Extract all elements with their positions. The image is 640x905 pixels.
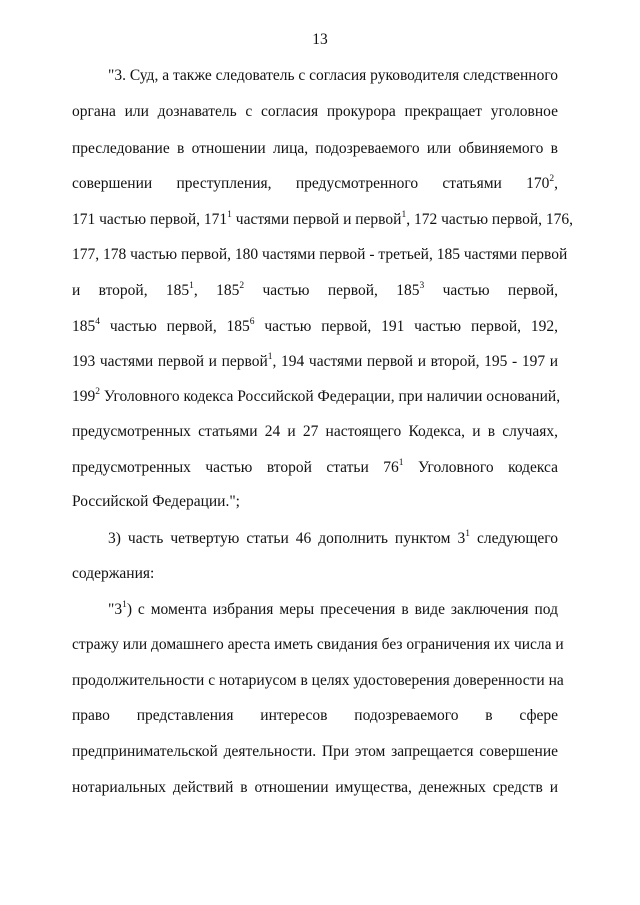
text-line: "3. Суд, а также следователь с согласия руководителя следственного: [108, 67, 559, 84]
page-number: 13: [312, 31, 328, 48]
text-line: 193 частями первой и первой$^1$, 194 частями первой и второй, 195 - 197 и: [72, 351, 558, 370]
text-line: предусмотренных частью второй статьи $76^1$ Уголовного кодекса: [72, 457, 558, 476]
text-line: $185^4$ частью первой, $185^6$ частью первой, 191 частью первой, 192,: [72, 316, 558, 335]
text-line: нотариальных действий в отношении имущества, денежных средств и: [72, 779, 558, 796]
text-line: $199^2$ Уголовного кодекса Российской Федерации, при наличии оснований,: [72, 386, 561, 405]
text-line: "$3^1$) с момента избрания меры пресечения в виде заключения под: [108, 599, 558, 618]
text-line: совершении преступления, предусмотренного статьями $170^2$,: [72, 173, 558, 192]
text-line: предпринимательской деятельности. При этом запрещается совершение: [72, 743, 558, 760]
text-line: Российской Федерации.";: [72, 493, 240, 510]
text-line: 3) часть четвертую статьи 46 дополнить пунктом $3^1$ следующего: [108, 528, 558, 547]
text-line: и второй, $185^1$, $185^2$ частью первой, $185^3$ частью первой,: [72, 280, 558, 299]
text-line: содержания:: [72, 565, 155, 582]
text-line: преследование в отношении лица, подозреваемого или обвиняемого в: [72, 140, 558, 157]
text-line: право представления интересов подозреваемого в сфере: [72, 707, 558, 724]
text-line: 177, 178 частью первой, 180 частями первой - третьей, 185 частями первой: [72, 246, 568, 263]
text-line: продолжительности с нотариусом в целях удостоверения доверенности на: [72, 672, 564, 689]
text-line: предусмотренных статьями 24 и 27 настоящего Кодекса, и в случаях,: [72, 423, 558, 440]
text-line: 171 частью первой, $171^1$ частями первой и первой$^1$, 172 частью первой, 176,: [72, 209, 573, 228]
text-line: органа или дознаватель с согласия прокурора прекращает уголовное: [72, 103, 558, 120]
text-line: стражу или домашнего ареста иметь свидания без ограничения их числа и: [72, 636, 564, 653]
